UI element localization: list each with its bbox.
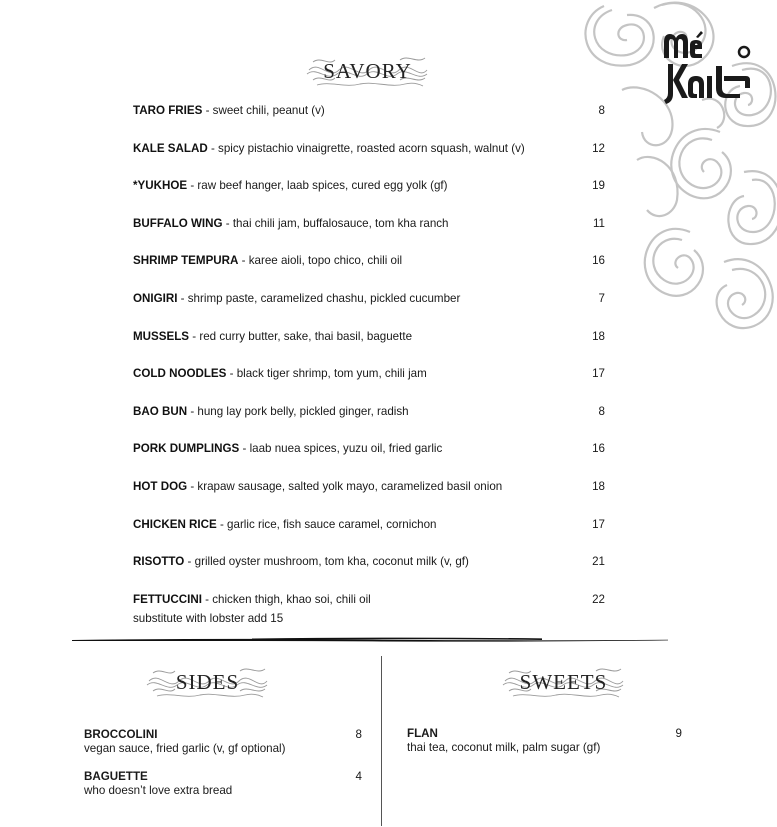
menu-item [133, 480, 605, 518]
item-name: FETTUCCINI [133, 592, 202, 606]
item-price: 8 [598, 404, 605, 418]
item-name: KALE SALAD [133, 141, 208, 155]
sides-title-wrap [145, 661, 270, 701]
sweets-title-wrap [501, 661, 626, 701]
item-name: BROCCOLINI [84, 728, 158, 741]
item-price: 19 [592, 179, 605, 193]
brand-logo [660, 28, 752, 110]
sweets-item [407, 727, 682, 755]
item-name: BUFFALO WING [133, 216, 223, 230]
sides-item [84, 770, 362, 798]
item-name: PORK DUMPLINGS [133, 442, 240, 456]
item-price: 21 [592, 555, 605, 569]
item-description: - black tiger shrimp, tom yum, chili jam [226, 367, 427, 381]
item-price: 18 [592, 479, 605, 493]
savory-title: SAVORY [323, 59, 412, 83]
sides-title: SIDES [175, 670, 240, 694]
item-name: *YUKHOE [133, 179, 188, 193]
menu-item [133, 142, 605, 180]
item-name: BAGUETTE [84, 770, 148, 783]
item-description: - shrimp paste, caramelized chashu, pickled cucumber [177, 291, 461, 305]
sweets-title: SWEETS [519, 670, 608, 694]
item-substitution-note: substitute with lobster add 15 [133, 611, 284, 625]
savory-title-wrap [305, 50, 430, 90]
item-name: SHRIMP TEMPURA [133, 254, 239, 268]
menu-item [133, 179, 605, 217]
item-name: BAO BUN [133, 404, 188, 418]
item-description: - hung lay pork belly, pickled ginger, radish [187, 404, 409, 418]
item-name: COLD NOODLES [133, 367, 227, 381]
item-description: - karee aioli, topo chico, chili oil [238, 254, 403, 268]
item-description: - raw beef hanger, laab spices, cured egg yolk (gf) [187, 179, 448, 193]
item-price: 22 [592, 592, 605, 606]
item-price: 16 [592, 254, 605, 268]
item-price: 7 [598, 291, 605, 305]
item-description: - red curry butter, sake, thai basil, baguette [189, 329, 413, 343]
item-description: - chicken thigh, khao soi, chili oil [201, 592, 371, 606]
item-description: - krapaw sausage, salted yolk mayo, caramelized basil onion [187, 479, 503, 493]
sides-item [84, 728, 362, 756]
item-description: - spicy pistachio vinaigrette, roasted acorn squash, walnut (v) [207, 141, 525, 155]
item-name: CHICKEN RICE [133, 517, 217, 531]
item-price: 17 [592, 367, 605, 381]
section-divider [72, 636, 668, 644]
menu-item [133, 405, 605, 443]
item-price: 8 [598, 104, 605, 117]
item-price: 17 [592, 517, 605, 531]
item-description: who doesn’t love extra bread [84, 784, 233, 797]
item-name: ONIGIRI [133, 291, 178, 305]
item-price: 18 [592, 329, 605, 343]
item-price: 8 [355, 728, 362, 741]
menu-item [133, 104, 605, 142]
item-price: 11 [592, 216, 605, 230]
item-name: FLAN [407, 727, 438, 740]
item-description: vegan sauce, fried garlic (v, gf optional) [84, 742, 286, 755]
item-price: 4 [355, 770, 362, 783]
menu-item [133, 442, 605, 480]
menu-item [133, 593, 605, 631]
menu-item [133, 367, 605, 405]
item-description: thai tea, coconut milk, palm sugar (gf) [407, 741, 601, 754]
item-name: HOT DOG [133, 479, 188, 493]
item-description: - grilled oyster mushroom, tom kha, coconut milk (v, gf) [184, 555, 469, 569]
item-price: 9 [675, 727, 682, 740]
item-name: RISOTTO [133, 555, 185, 569]
item-description: - garlic rice, fish sauce caramel, cornichon [216, 517, 437, 531]
column-divider [381, 656, 382, 826]
item-description: - sweet chili, peanut (v) [202, 104, 325, 117]
menu-item [133, 217, 605, 255]
item-name: MUSSELS [133, 329, 190, 343]
item-description: - laab nuea spices, yuzu oil, fried garlic [239, 442, 443, 456]
item-price: 12 [592, 141, 605, 155]
item-name: TARO FRIES [133, 104, 203, 117]
menu-item [133, 292, 605, 330]
menu-item [133, 254, 605, 292]
menu-item [133, 518, 605, 556]
savory-menu-list [133, 104, 605, 630]
item-price: 16 [592, 442, 605, 456]
item-description: - thai chili jam, buffalosauce, tom kha ranch [222, 216, 449, 230]
menu-item [133, 330, 605, 368]
menu-item [133, 555, 605, 593]
